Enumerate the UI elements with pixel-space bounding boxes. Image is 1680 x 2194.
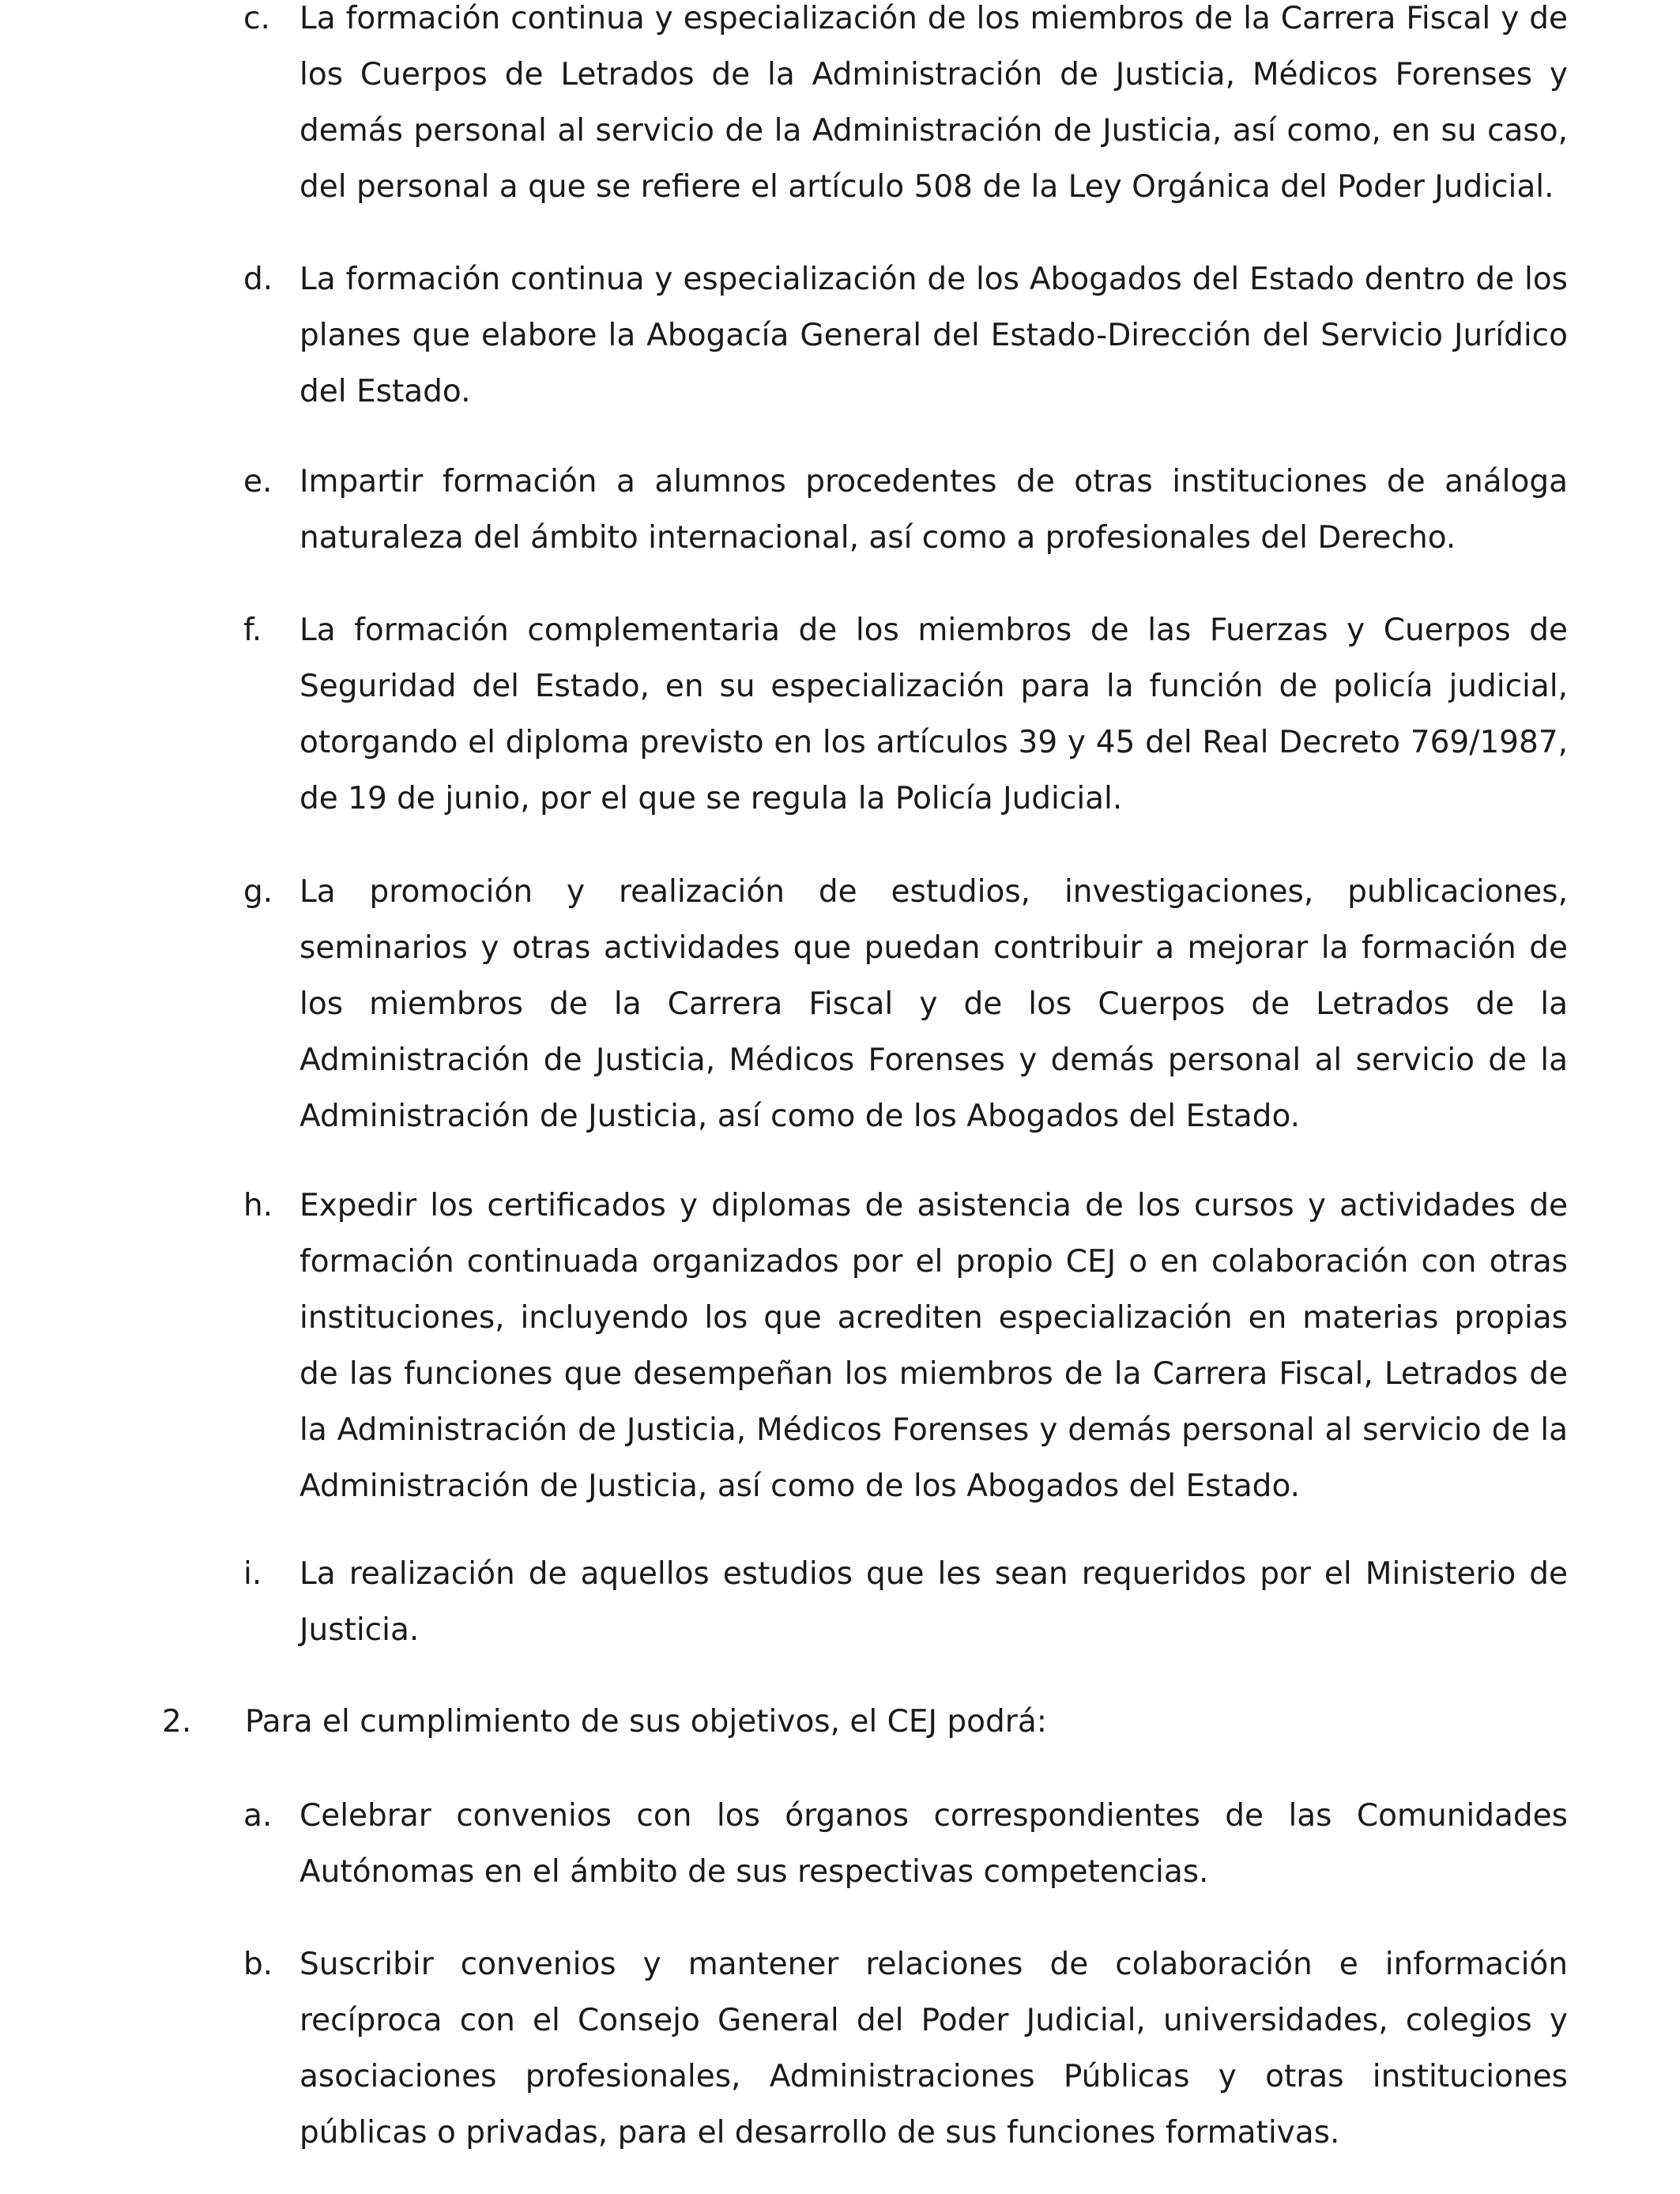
list-marker: 2.	[162, 1704, 192, 1740]
list-item-text: La formación complementaria de los miembros de las Fuerzas y Cuerpos de Seguridad del Estado, en su especialización para la función de policía judicial, otorgando el diploma previsto en los artículos 39 y 45 del Real Decreto 769/1987, de 19 de junio, por el que se regula la Policía Judicial.	[299, 613, 1568, 816]
list-marker: b.	[243, 1947, 273, 1982]
numbered-item-text: Para el cumplimiento de sus objetivos, el CEJ podrá:	[245, 1704, 1047, 1740]
list-item-text: La realización de aquellos estudios que les sean requeridos por el Ministerio de Justicia.	[299, 1556, 1568, 1648]
list-item-text: Suscribir convenios y mantener relaciones de colaboración e información recíproca con el Consejo General del Poder Judicial, universidades, colegios y asociaciones profesionales, Administraciones Públicas y otras instituciones públicas o privadas, para el desarrollo de sus funciones formativas.	[299, 1947, 1568, 2151]
list-marker: g.	[243, 874, 273, 910]
list-marker: i.	[243, 1556, 262, 1592]
list-item-text: La formación continua y especialización de los miembros de la Carrera Fiscal y de los Cuerpos de Letrados de la Administración de Justicia, Médicos Forenses y demás personal al servicio de la Administración de Justicia, así como, en su caso, del personal a que se refiere el artículo 508 de la Ley Orgánica del Poder Judicial.	[299, 1, 1568, 205]
list-item-text: Impartir formación a alumnos procedentes de otras instituciones de análoga naturaleza del ámbito internacional, así como a profesionales del Derecho.	[299, 464, 1568, 556]
list-marker: c.	[243, 1, 270, 36]
list-item-text: Celebrar convenios con los órganos correspondientes de las Comunidades Autónomas en el ámbito de sus respectivas competencias.	[299, 1798, 1568, 1890]
list-marker: h.	[243, 1188, 273, 1223]
list-item-text: La formación continua y especialización de los Abogados del Estado dentro de los planes que elabore la Abogacía General del Estado-Dirección del Servicio Jurídico del Estado.	[299, 262, 1568, 409]
list-marker: f.	[243, 613, 262, 648]
list-item-text: Expedir los certificados y diplomas de asistencia de los cursos y actividades de formación continuada organizados por el propio CEJ o en colaboración con otras instituciones, incluyendo los que acrediten especialización en materias propias de las funciones que desempeñan los miembros de la Carrera Fiscal, Letrados de la Administración de Justicia, Médicos Forenses y demás personal al servicio de la Administración de Justicia, así como de los Abogados del Estado.	[299, 1188, 1568, 1504]
list-marker: d.	[243, 262, 273, 297]
list-marker: a.	[243, 1798, 273, 1834]
list-marker: e.	[243, 464, 273, 499]
list-item-text: La promoción y realización de estudios, investigaciones, publicaciones, seminarios y otras actividades que puedan contribuir a mejorar la formación de los miembros de la Carrera Fiscal y de los Cuerpos de Letrados de la Administración de Justicia, Médicos Forenses y demás personal al servicio de la Administración de Justicia, así como de los Abogados del Estado.	[299, 874, 1568, 1134]
